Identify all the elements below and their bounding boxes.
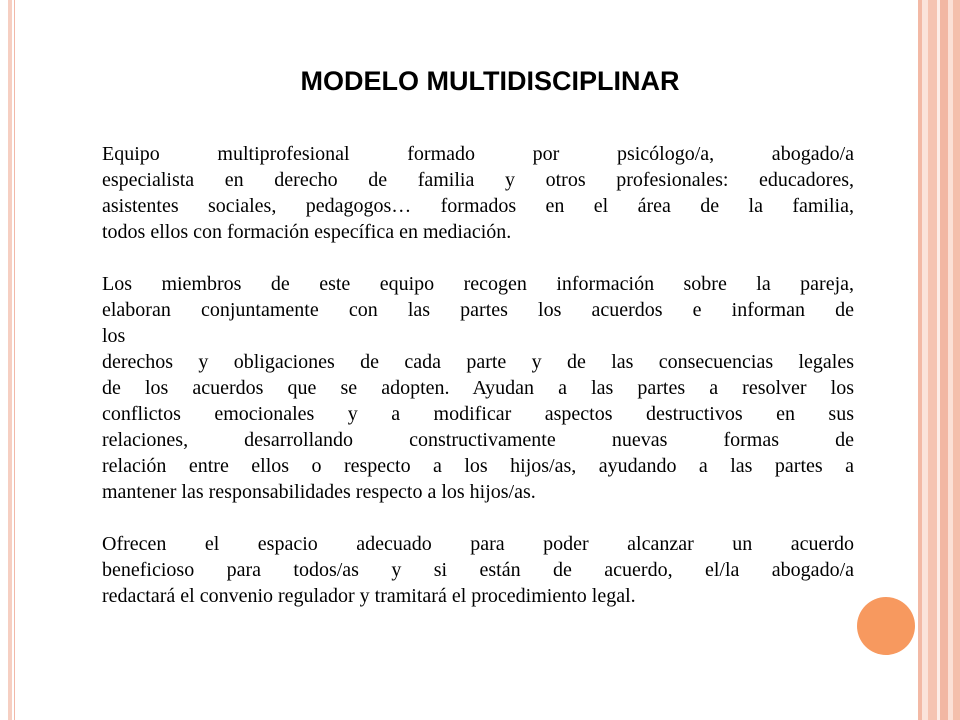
text-line: Ofrecen el espacio adecuado para poder alcanzar un acuerdo — [102, 533, 854, 555]
slide-title: MODELO MULTIDISCIPLINAR — [300, 66, 680, 96]
stripe — [940, 0, 948, 720]
stripe — [953, 0, 960, 720]
text-line: mantener las responsabilidades respecto a los hijos/as. — [102, 481, 536, 503]
slide-left-border-stripe — [8, 0, 12, 720]
paragraph-team-composition — [102, 141, 854, 245]
decorative-stripe-band — [918, 0, 960, 720]
text-line: relaciones, desarrollando constructivamente nuevas formas de — [102, 429, 854, 451]
paragraph-team-functions — [102, 271, 854, 505]
text-line: Equipo multiprofesional formado por psicólogo/a, abogado/a — [102, 143, 854, 165]
text-line: redactará el convenio regulador y tramitará el procedimiento legal. — [102, 585, 636, 607]
accent-circle — [857, 597, 915, 655]
paragraph-agreement — [102, 531, 854, 609]
stripe — [928, 0, 937, 720]
slide-body — [102, 141, 854, 609]
text-line: los — [102, 325, 126, 347]
slide-left-border — [0, 0, 15, 720]
text-line: especialista en derecho de familia y otros profesionales: educadores, — [102, 169, 854, 191]
text-line: Los miembros de este equipo recogen información sobre la pareja, — [102, 273, 854, 295]
text-line: conflictos emocionales y a modificar aspectos destructivos en sus — [102, 403, 854, 425]
text-line: beneficioso para todos/as y si están de acuerdo, el/la abogado/a — [102, 559, 854, 581]
text-line: derechos y obligaciones de cada parte y de las consecuencias legales — [102, 351, 854, 373]
text-line: asistentes sociales, pedagogos… formados en el área de la familia, — [102, 195, 854, 217]
text-line: elaboran conjuntamente con las partes los acuerdos e informan de — [102, 299, 854, 321]
text-line: todos ellos con formación específica en mediación. — [102, 221, 512, 243]
text-line: relación entre ellos o respecto a los hijos/as, ayudando a las partes a — [102, 455, 854, 477]
text-line: de los acuerdos que se adopten. Ayudan a las partes a resolver los — [102, 377, 854, 399]
